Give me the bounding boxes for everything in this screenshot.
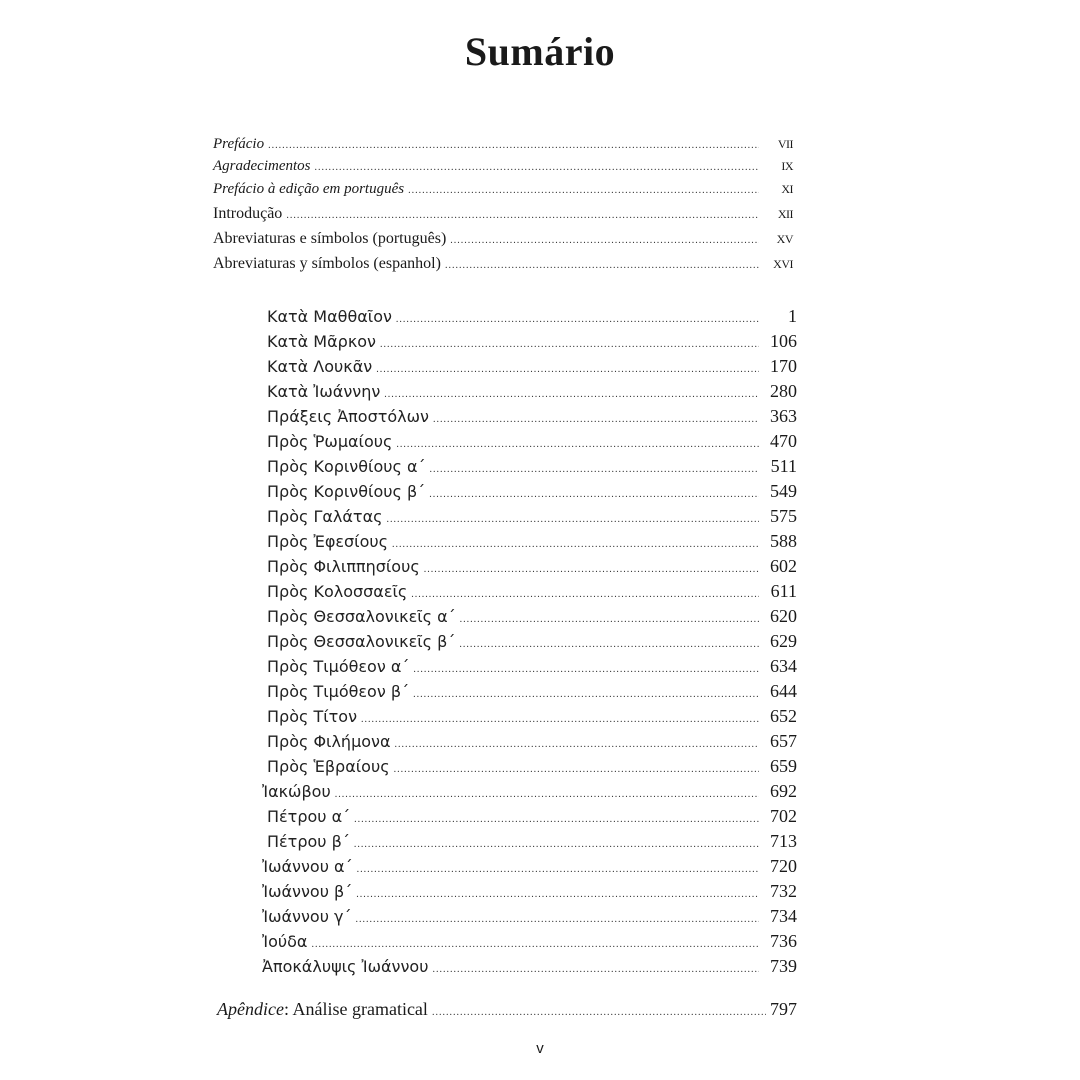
toc-entry-page: 602 [770,556,797,576]
toc-entry-label: Abreviaturas e símbolos (português) [213,230,447,247]
leader-dots [395,739,759,750]
leader-dots [354,839,759,850]
toc-entry-page: 549 [770,481,797,501]
toc-entry-book [267,506,797,531]
appendix-separator: : [283,999,293,1019]
toc-entry-label: Ἰωάννου γ΄ [262,907,352,926]
leader-dots [380,339,759,350]
toc-entry-label: Πρὸς Κορινθίους α΄ [267,457,426,476]
toc-entry-label: Πρὸς Ἑβραίους [267,757,390,776]
toc-entry-book [267,331,797,356]
leader-dots [394,764,759,775]
appendix-prefix: Apêndice [217,999,284,1019]
toc-entry-book [267,381,797,406]
toc-entry-book [267,756,797,781]
toc-entry-label: Πέτρου β΄ [267,832,350,851]
page-number: v [536,1040,544,1057]
toc-entry-label: Πέτρου α΄ [267,807,351,826]
toc-entry-page: IX [781,159,793,173]
toc-entry-label: Prefácio [213,136,265,152]
leader-dots [392,539,759,550]
toc-entry-page: 629 [770,631,797,651]
toc-entry-label: Πρὸς Κολοσσαεῖς [267,582,408,601]
toc-entry-book [267,581,797,606]
leader-dots [432,1007,766,1018]
toc-entry-page: 575 [770,506,797,526]
toc-entry-book [267,431,797,456]
toc-entry-preface-portuguese [213,181,793,203]
toc-entry-introduction [213,205,793,227]
toc-entry-book [267,731,797,756]
toc-entry-page: 644 [770,681,797,701]
toc-entry-book [267,606,797,631]
toc-entry-book [267,806,797,831]
toc-entry-label: Abreviaturas y símbolos (espanhol) [213,255,441,272]
toc-entry-page: XVI [773,257,793,271]
toc-entry-page: 470 [770,431,797,451]
toc-entry-book [267,556,797,581]
toc-entry-page: VII [777,137,793,151]
toc-entry-page: 702 [770,806,797,826]
toc-entry-preface [213,136,793,158]
toc-entry-label: Ἰωάννου β΄ [262,882,353,901]
toc-entry-label: Πρὸς Θεσσαλονικεῖς β΄ [267,632,456,651]
leader-dots [424,564,759,575]
toc-entry-abbreviations-es [213,255,793,277]
leader-dots [376,364,759,375]
toc-entry-label: Ἰακώβου [262,782,331,801]
toc-entry-page: XV [776,232,793,246]
page-title: Sumário [464,29,616,74]
toc-entry-abbreviations-pt [213,230,793,252]
toc-entry-book [267,706,797,731]
toc-entry-page: XII [777,207,793,221]
toc-entry-page: 657 [770,731,797,751]
toc-entry-label: Πρὸς Τιμόθεον β΄ [267,682,410,701]
toc-entry-page: 692 [770,781,797,801]
toc-entry-page: 739 [770,956,797,976]
toc-entry-book [267,406,797,431]
leader-dots [445,260,759,271]
toc-entry-book [262,856,797,881]
toc-entry-page: 659 [770,756,797,776]
leader-dots [314,162,759,173]
toc-entry-book [267,456,797,481]
toc-entry-book [267,531,797,556]
toc-entry-page: 720 [770,856,797,876]
leader-dots [356,914,760,925]
toc-entry-label: Κατὰ Μᾶρκον [267,332,376,351]
leader-dots [356,889,759,900]
toc-entry-label: Ἀποκάλυψις Ἰωάννου [262,957,429,976]
leader-dots [384,389,759,400]
leader-dots [311,939,759,950]
leader-dots [361,714,759,725]
leader-dots [286,210,759,221]
toc-entry-book [267,356,797,381]
toc-entry-label: Κατὰ Λουκᾶν [267,357,373,376]
leader-dots [413,664,759,675]
leader-dots [459,639,759,650]
toc-entry-page: 734 [770,906,797,926]
toc-entry-label: Πρὸς Φιλιππησίους [267,557,420,576]
leader-dots [450,235,759,246]
toc-entry-page: 620 [770,606,797,626]
leader-dots [396,439,759,450]
toc-entry-page: 1 [788,306,797,326]
toc-entry-label: Agradecimentos [213,158,311,174]
leader-dots [268,140,759,151]
toc-entry-page: 797 [770,999,797,1019]
toc-entry-book [262,781,797,806]
toc-entry-book [267,481,797,506]
toc-entry-page: 170 [770,356,797,376]
appendix-title: Análise gramatical [292,999,428,1019]
leader-dots [354,814,759,825]
leader-dots [413,689,759,700]
toc-entry-label: Πρὸς Κορινθίους β΄ [267,482,426,501]
toc-entry-page: 588 [770,531,797,551]
toc-entry-page: 280 [770,381,797,401]
toc-entry-page: 611 [770,581,797,601]
toc-entry-page: 732 [770,881,797,901]
leader-dots [430,464,759,475]
leader-dots [460,614,759,625]
toc-entry-label: Πρὸς Φιλήμονα [267,732,391,751]
toc-entry-label: Prefácio à edição em português [213,181,405,197]
leader-dots [429,489,759,500]
toc-entry-label: Πράξεις Ἀποστόλων [267,407,429,426]
toc-entry-book [267,681,797,706]
toc-entry-appendix [217,999,797,1023]
toc-entry-page: 511 [770,456,797,476]
toc-entry-book [262,906,797,931]
toc-entry-label: Κατὰ Ἰωάννην [267,382,381,401]
toc-entry-label: Πρὸς Ῥωμαίους [267,432,393,451]
toc-entry-label: Πρὸς Γαλάτας [267,507,383,526]
leader-dots [396,314,759,325]
leader-dots [408,185,759,196]
toc-entry-book [262,956,797,981]
toc-entry-page: 713 [770,831,797,851]
toc-entry-page: 652 [770,706,797,726]
toc-entry-page: XI [781,182,793,196]
leader-dots [433,414,759,425]
toc-entry-book [262,931,797,956]
leader-dots [357,864,759,875]
leader-dots [432,964,759,975]
toc-entry-label: Πρὸς Τίτον [267,707,357,726]
toc-entry-book [262,881,797,906]
toc-entry-label: Introdução [213,205,283,222]
toc-entry-label: Πρὸς Ἐφεσίους [267,532,389,551]
toc-entry-label: Ἰωάννου α΄ [262,857,353,876]
leader-dots [411,589,759,600]
toc-entry-book [267,831,797,856]
toc-entry-label [217,999,428,1020]
toc-entry-page: 363 [770,406,797,426]
toc-entry-page: 106 [770,331,797,351]
toc-entry-page: 736 [770,931,797,951]
toc-entry-label: Πρὸς Τιμόθεον α΄ [267,657,410,676]
toc-entry-book [267,656,797,681]
leader-dots [335,789,759,800]
toc-entry-page: 634 [770,656,797,676]
toc-entry-acknowledgements [213,158,793,180]
toc-entry-book [267,631,797,656]
leader-dots [387,514,760,525]
toc-entry-label: Κατὰ Μαθθαῖον [267,307,392,326]
toc-entry-label: Ἰούδα [262,932,308,951]
toc-entry-book [267,306,797,331]
toc-entry-label: Πρὸς Θεσσαλονικεῖς α΄ [267,607,456,626]
